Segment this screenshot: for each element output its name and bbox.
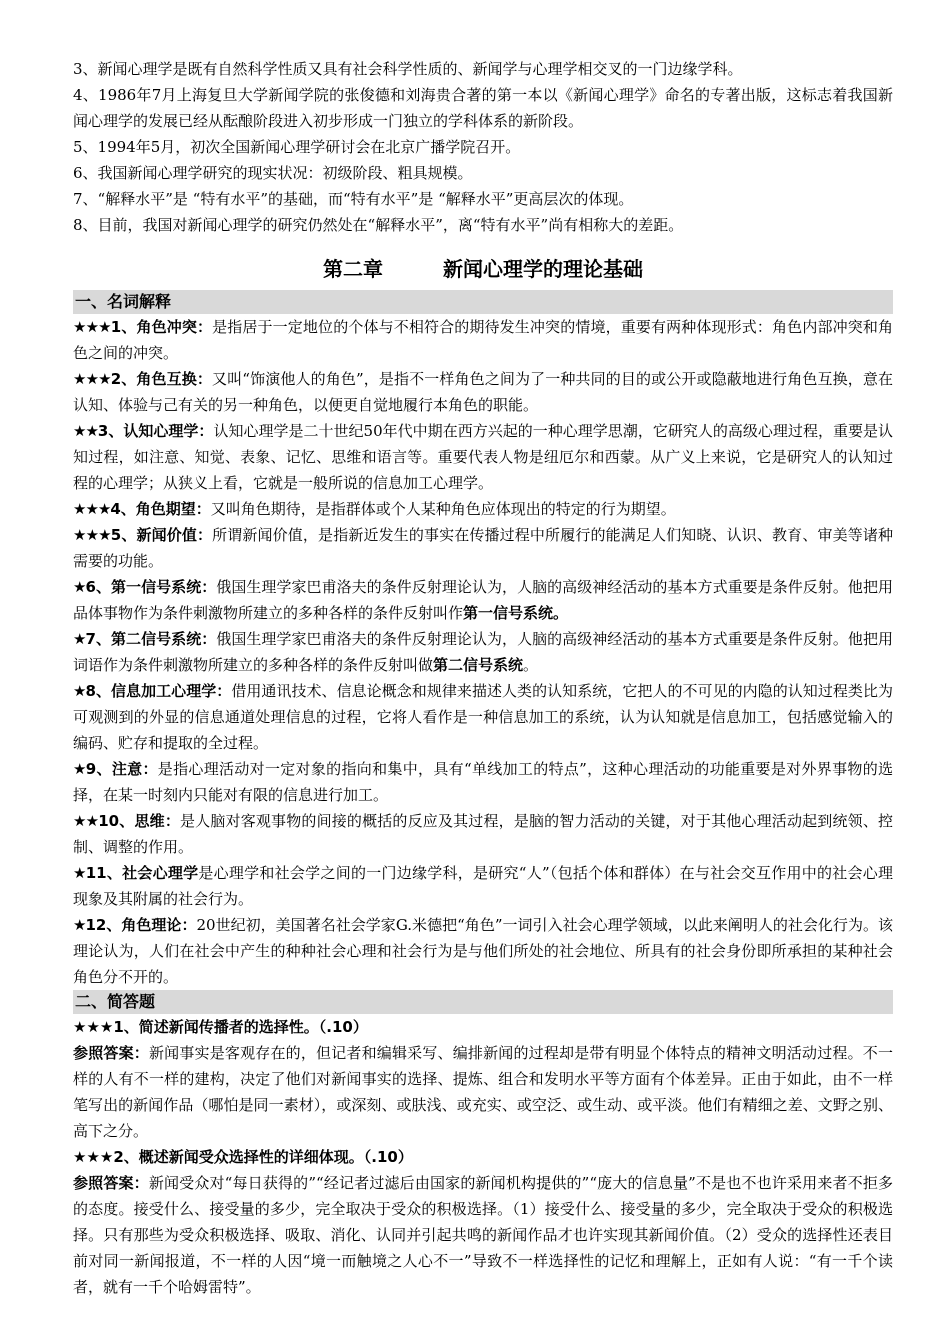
intro-point: 3、新闻心理学是既有自然科学性质又具有社会科学性质的、新闻学与心理学相交叉的一门边缘学科。 bbox=[73, 60, 743, 78]
chapter-heading bbox=[73, 254, 893, 284]
star-rating: ★★★ bbox=[73, 500, 111, 518]
question-list bbox=[73, 1014, 893, 1300]
star-rating: ★ bbox=[73, 578, 86, 596]
term-definition: 是心理学和社会学之间的一门边缘学科，是研究“人”（包括个体和群体）在与社会交互作用中的社会心理现象及其附属的社会行为。 bbox=[73, 864, 894, 908]
answer-body: 新闻事实是客观存在的，但记者和编辑采写、编排新闻的过程却是带有明显个体特点的精神文明活动过程。不一样的人有不一样的建构，决定了他们对新闻事实的选择、提炼、组合和发明水平等方面有个体差异。正由于如此，由不一样笔写出的新闻作品（哪怕是同一素材），或深刻、或肤浅、或充实、或空泛、或生动、或平淡。他们有精细之差、文野之别、高下之分。 bbox=[73, 1044, 893, 1140]
term-emphasis: 第二信号系统 bbox=[433, 656, 524, 674]
intro-points bbox=[73, 56, 893, 238]
term-entry bbox=[73, 366, 893, 418]
intro-point: 4、1986年7月上海复旦大学新闻学院的张俊德和刘海贵合著的第一本以《新闻心理学》命名的专著出版，这标志着我国新闻心理学的发展已经从酝酿阶段进入初步形成一门独立的学科体系的新阶段。 bbox=[73, 86, 893, 130]
term-emphasis: 第一信号系统。 bbox=[463, 604, 569, 622]
term-label: 3、认知心理学： bbox=[97, 422, 214, 440]
intro-point: 5、1994年5月，初次全国新闻心理学研讨会在北京广播学院召开。 bbox=[73, 138, 521, 156]
term-entry bbox=[73, 912, 893, 990]
answer-text bbox=[73, 1040, 893, 1144]
star-rating: ★ bbox=[73, 682, 86, 700]
term-entry bbox=[73, 808, 893, 860]
term-label: 5、新闻价值： bbox=[110, 526, 213, 544]
term-definition: 俄国生理学家巴甫洛夫的条件反射理论认为，人脑的高级神经活动的基本方式重要是条件反射。他把用词语作为条件刺激物所建立的多种各样的条件反射叫做 bbox=[73, 630, 893, 674]
section-heading-short-answer: 二、简答题 bbox=[73, 990, 893, 1014]
term-entry bbox=[73, 860, 893, 912]
document-page bbox=[73, 56, 893, 1300]
star-rating: ★ bbox=[73, 916, 86, 934]
star-rating: ★★ bbox=[73, 812, 99, 830]
intro-point: 7、“解释水平”是 “特有水平”的基础，而“特有水平”是 “解释水平”更高层次的体现。 bbox=[73, 190, 634, 208]
term-entry bbox=[73, 574, 893, 626]
star-rating: ★★★ bbox=[73, 318, 111, 336]
star-rating: ★★ bbox=[73, 422, 98, 440]
star-rating: ★ bbox=[73, 760, 86, 778]
star-rating: ★★★ bbox=[73, 526, 111, 544]
term-label: 7、第二信号系统： bbox=[85, 630, 217, 648]
term-label: 8、信息加工心理学： bbox=[85, 682, 232, 700]
term-label: 6、第一信号系统： bbox=[85, 578, 217, 596]
answer-label: 参照答案： bbox=[73, 1044, 149, 1062]
term-definition: 又叫“饰演他人的角色”，是指不一样角色之间为了一种共同的目的或公开或隐蔽地进行角色互换，意在认知、体验与己有关的另一种角色，以便更自觉地履行本角色的职能。 bbox=[73, 370, 893, 414]
section-heading-definitions: 一、名词解释 bbox=[73, 290, 893, 314]
intro-point: 8、目前，我国对新闻心理学的研究仍然处在“解释水平”，离“特有水平”尚有相称大的差距。 bbox=[73, 216, 684, 234]
term-label: 12、角色理论： bbox=[85, 916, 197, 934]
term-definition: 20世纪初，美国著名社会学家G.米德把“角色”一词引入社会心理学领域，以此来阐明人的社会化行为。该理论认为，人们在社会中产生的种种社会心理和社会行为是与他们所处的社会地位、所具有的社会身份即所承担的某种社会角色分不开的。 bbox=[73, 916, 893, 986]
answer-body: 新闻受众对“每日获得的”“经记者过滤后由国家的新闻机构提供的”“庞大的信息量”不是也不也许采用来者不拒多的态度。接受什么、接受量的多少，完全取决于受众的积极选择。（1）接受什么、接受量的多少，完全取决于受众的积极选择。只有那些为受众积极选择、吸取、消化、认同并引起共鸣的新闻作品才也许实现其新闻价值。（2）受众的选择性还表目前对同一新闻报道，不一样的人因“境一而触境之人心不一”导致不一样选择性的记忆和理解上，正如有人说：“有一千个读者，就有一千个哈姆雷特”。 bbox=[73, 1174, 893, 1296]
term-label: 11、社会心理学 bbox=[85, 864, 199, 882]
answer-text bbox=[73, 1170, 893, 1300]
term-definition: 所谓新闻价值，是指新近发生的事实在传播过程中所履行的能满足人们知晓、认识、教育、审美等诸种需要的功能。 bbox=[73, 526, 893, 570]
term-label: 4、角色期望： bbox=[110, 500, 211, 518]
term-label: 2、角色互换： bbox=[110, 370, 213, 388]
term-entry bbox=[73, 496, 893, 522]
term-list bbox=[73, 314, 893, 990]
question-title: ★★★1、简述新闻传播者的选择性。（.10） bbox=[73, 1018, 368, 1036]
term-entry bbox=[73, 418, 893, 496]
term-label: 1、角色冲突： bbox=[110, 318, 213, 336]
intro-point: 6、我国新闻心理学研究的现实状况：初级阶段、粗具规模。 bbox=[73, 164, 473, 182]
term-definition: 认知心理学是二十世纪50年代中期在西方兴起的一种心理学思潮，它研究人的高级心理过程，重要是认知过程，如注意、知觉、表象、记忆、思维和语言等。重要代表人物是纽厄尔和西蒙。从广义上来说，它是研究人的认知过程的心理学；从狭义上看，它就是一般所说的信息加工心理学。 bbox=[73, 422, 893, 492]
term-definition: 借用通讯技术、信息论概念和规律来描述人类的认知系统，它把人的不可见的内隐的认知过程类比为可观测到的外显的信息通道处理信息的过程，它将人看作是一种信息加工的系统，认为认知就是信息加工，包括感觉输入的编码、贮存和提取的全过程。 bbox=[73, 682, 893, 752]
chapter-number: 第二章 bbox=[323, 257, 383, 281]
chapter-title: 新闻心理学的理论基础 bbox=[443, 257, 643, 281]
term-definition: 又叫角色期待，是指群体或个人某种角色应体现出的特定的行为期望。 bbox=[210, 500, 676, 518]
answer-label: 参照答案： bbox=[73, 1174, 149, 1192]
star-rating: ★★★ bbox=[73, 370, 111, 388]
term-entry bbox=[73, 626, 893, 678]
question-title: ★★★2、概述新闻受众选择性的详细体现。（.10） bbox=[73, 1148, 413, 1166]
term-definition: 是指居于一定地位的个体与不相符合的期待发生冲突的情境，重要有两种体现形式：角色内部冲突和角色之间的冲突。 bbox=[73, 318, 893, 362]
term-definition: 是人脑对客观事物的间接的概括的反应及其过程，是脑的智力活动的关键，对于其他心理活动起到统领、控制、调整的作用。 bbox=[73, 812, 893, 856]
term-punctuation: 。 bbox=[523, 656, 539, 674]
star-rating: ★ bbox=[73, 630, 86, 648]
term-label: 10、思维： bbox=[98, 812, 180, 830]
term-entry bbox=[73, 314, 893, 366]
term-definition: 俄国生理学家巴甫洛夫的条件反射理论认为，人脑的高级神经活动的基本方式重要是条件反射。他把用品体事物作为条件刺激物所建立的多种各样的条件反射叫作 bbox=[73, 578, 893, 622]
term-definition: 是指心理活动对一定对象的指向和集中，具有“单线加工的特点”，这种心理活动的功能重要是对外界事物的选择，在某一时刻内只能对有限的信息进行加工。 bbox=[73, 760, 894, 804]
term-entry bbox=[73, 756, 893, 808]
term-entry bbox=[73, 522, 893, 574]
term-entry bbox=[73, 678, 893, 756]
term-label: 9、注意： bbox=[85, 760, 158, 778]
star-rating: ★ bbox=[73, 864, 86, 882]
